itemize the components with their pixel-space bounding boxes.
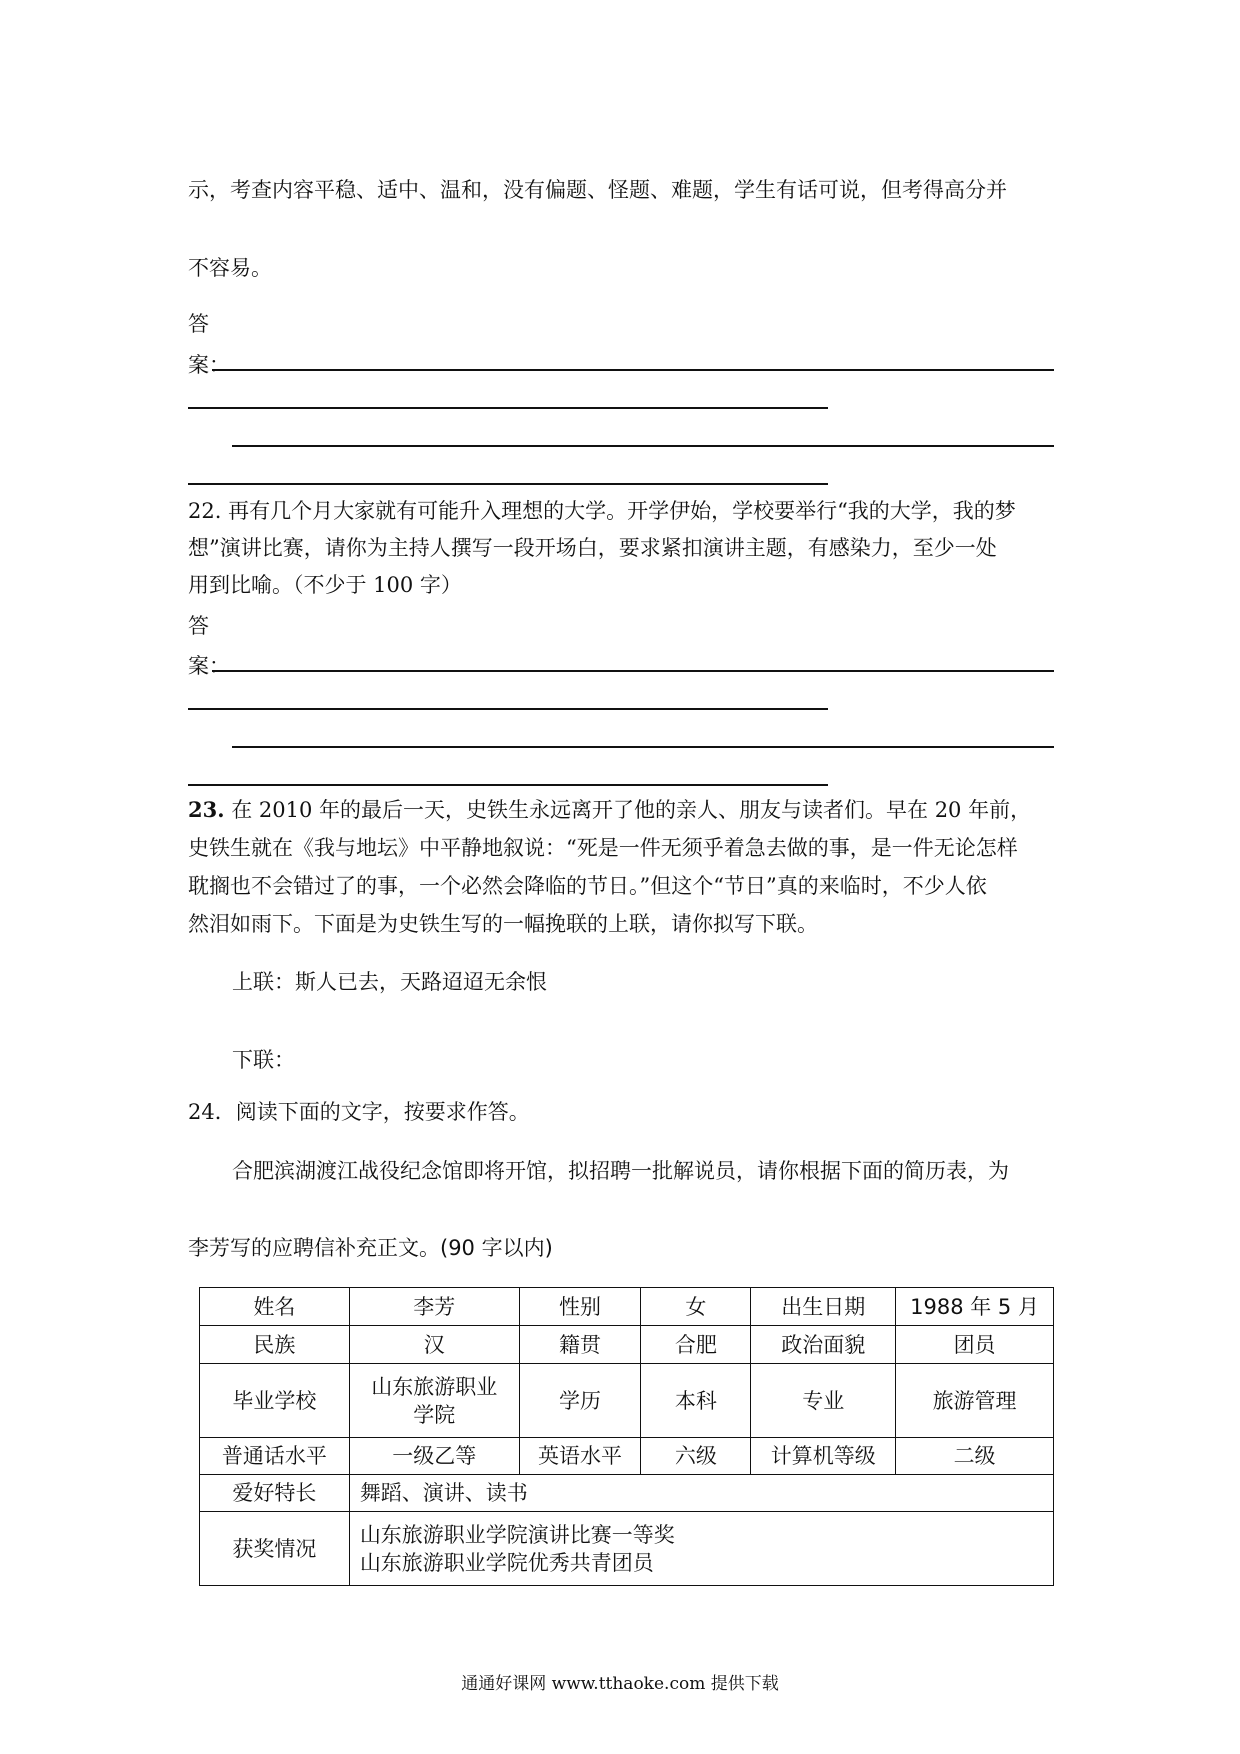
table-cell: 民族 [200, 1326, 350, 1364]
q24-line-2: 合肥滨湖渡江战役纪念馆即将开馆，拟招聘一批解说员，请你根据下面的简历表，为 [232, 1159, 1009, 1183]
q24-line-1: 24．阅读下面的文字，按要求作答。 [188, 1100, 530, 1124]
table-row [200, 1326, 1054, 1364]
table-cell: 一级乙等 [349, 1438, 519, 1475]
answer-line[interactable] [232, 746, 1054, 748]
table-cell-line: 学院 [413, 1402, 456, 1427]
q23-lower-couplet: 下联： [232, 1048, 295, 1072]
table-cell: 1988 年 5 月 [896, 1288, 1054, 1326]
resume-table [199, 1287, 1054, 1586]
q23-line-3: 耽搁也不会错过了的事，一个必然会降临的节日。”但这个“节日”真的来临时，不少人依 [188, 874, 987, 898]
table-cell: 普通话水平 [200, 1438, 350, 1475]
table-cell: 舞蹈、演讲、读书 [349, 1475, 1053, 1512]
answer-line[interactable] [188, 483, 828, 485]
answer-line[interactable] [232, 445, 1054, 447]
table-cell: 团员 [896, 1326, 1054, 1364]
table-row [200, 1512, 1054, 1586]
table-row [200, 1475, 1054, 1512]
answer-line[interactable] [212, 369, 1054, 371]
table-cell-line: 山东旅游职业学院优秀共青团员 [359, 1550, 654, 1575]
answer-label-top: 答 [188, 614, 209, 638]
answer-line[interactable] [188, 708, 828, 710]
table-cell: 姓名 [200, 1288, 350, 1326]
table-row [200, 1438, 1054, 1475]
answer-label-top: 答 [188, 312, 209, 336]
table-row [200, 1364, 1054, 1438]
table-cell: 合肥 [641, 1326, 751, 1364]
answer-label-bottom: 案： [188, 654, 230, 678]
q24-line-3: 李芳写的应聘信补充正文。(90 字以内) [188, 1236, 553, 1260]
table-cell: 女 [641, 1288, 751, 1326]
table-cell: 计算机等级 [751, 1438, 896, 1475]
table-cell: 英语水平 [519, 1438, 641, 1475]
q22-line-1: 22. 再有几个月大家就有可能升入理想的大学。开学伊始，学校要举行“我的大学，我的梦 [188, 499, 1016, 523]
table-row [200, 1288, 1054, 1326]
table-cell: 专业 [751, 1364, 896, 1438]
answer-label-bottom: 案： [188, 353, 230, 377]
table-cell: 六级 [641, 1438, 751, 1475]
table-cell: 毕业学校 [200, 1364, 350, 1438]
table-cell: 二级 [896, 1438, 1054, 1475]
q23-line-4: 然泪如雨下。下面是为史铁生写的一幅挽联的上联，请你拟写下联。 [188, 912, 818, 936]
table-cell: 李芳 [349, 1288, 519, 1326]
answer-line[interactable] [188, 407, 828, 409]
q22-line-3: 用到比喻。（不少于 100 字） [188, 573, 462, 597]
intro-line-1: 示，考查内容平稳、适中、温和，没有偏题、怪题、难题，学生有话可说，但考得高分并 [188, 178, 1007, 202]
table-cell: 学历 [519, 1364, 641, 1438]
table-cell [349, 1364, 519, 1438]
table-cell: 获奖情况 [200, 1512, 350, 1586]
q22-line-2: 想”演讲比赛，请你为主持人撰写一段开场白，要求紧扣演讲主题，有感染力，至少一处 [188, 536, 997, 560]
table-cell: 汉 [349, 1326, 519, 1364]
answer-line[interactable] [188, 784, 828, 786]
table-cell [349, 1512, 1053, 1586]
q23-number: 23. [188, 797, 225, 822]
q23-upper-couplet: 上联：斯人已去，天路迢迢无余恨 [232, 970, 547, 994]
table-cell: 旅游管理 [896, 1364, 1054, 1438]
q23-line-2: 史铁生就在《我与地坛》中平静地叙说：“死是一件无须乎着急去做的事，是一件无论怎样 [188, 836, 1018, 860]
table-cell: 性别 [519, 1288, 641, 1326]
table-cell: 爱好特长 [200, 1475, 350, 1512]
page-footer: 通通好课网 www.tthaoke.com 提供下载 [461, 1674, 779, 1694]
table-cell: 出生日期 [751, 1288, 896, 1326]
table-cell-line: 山东旅游职业 [371, 1374, 498, 1399]
q23-line-1-text: 在 2010 年的最后一天，史铁生永远离开了他的亲人、朋友与读者们。早在 20 年前， [224, 798, 1032, 822]
table-cell: 籍贯 [519, 1326, 641, 1364]
table-cell: 政治面貌 [751, 1326, 896, 1364]
answer-line[interactable] [212, 670, 1054, 672]
table-cell: 本科 [641, 1364, 751, 1438]
table-cell-line: 山东旅游职业学院演讲比赛一等奖 [359, 1522, 675, 1547]
q23-line-1 [188, 792, 1031, 828]
intro-line-2: 不容易。 [188, 256, 272, 280]
